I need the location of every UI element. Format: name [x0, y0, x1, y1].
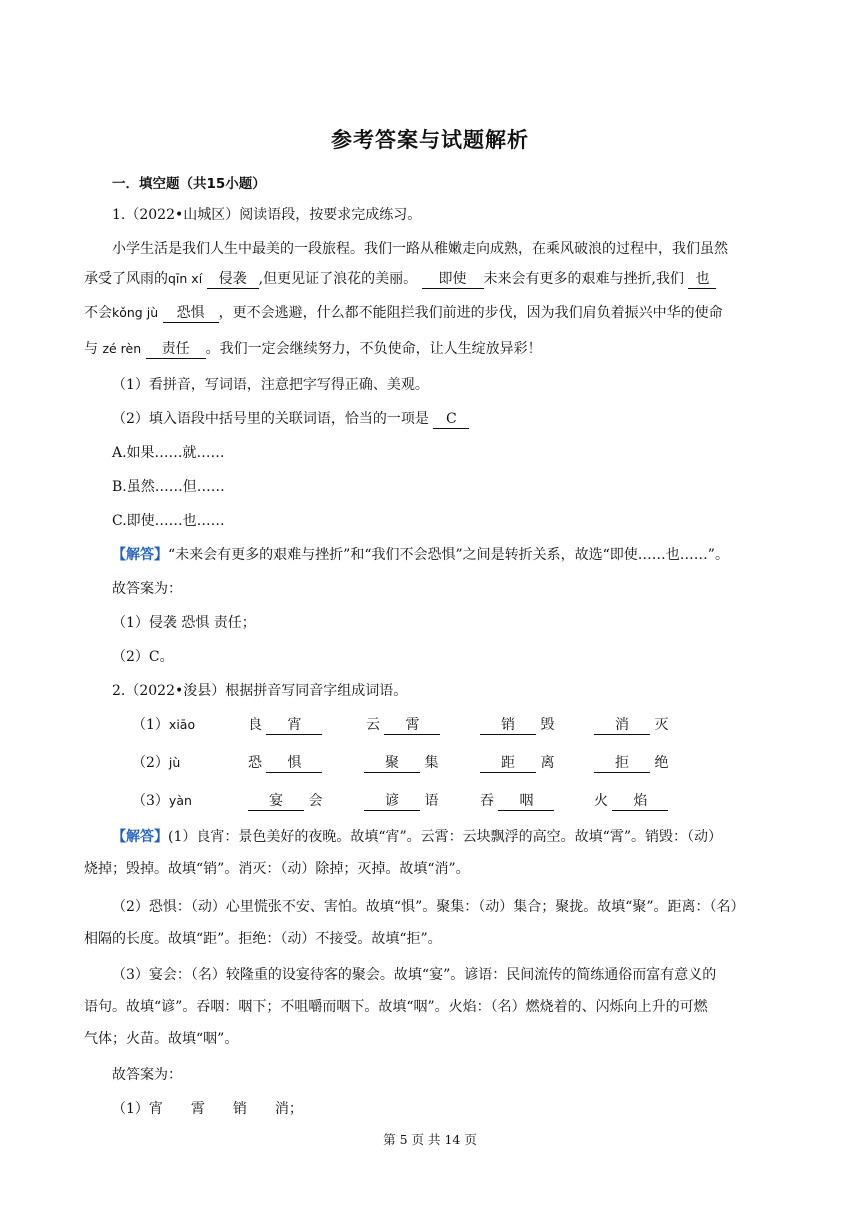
answer-blank: 焰	[612, 792, 668, 811]
answer-blank: 侵袭	[207, 270, 259, 289]
label: （3）	[132, 793, 169, 809]
char: 灭	[654, 717, 669, 733]
label: （2）	[132, 755, 169, 771]
option-c: C.即使……也……	[112, 513, 225, 529]
q2-solution-line7: 气体；火苗。故填“咽”。	[84, 1031, 239, 1047]
char: 云	[366, 717, 380, 733]
answer-blank: 消	[594, 716, 650, 735]
pinyin: jù	[168, 755, 181, 770]
pinyin: yàn	[168, 793, 192, 808]
solution-text: (1）良宵：景色美好的夜晚。故填“宵”。云霄：云块飘浮的高空。故填“霄”。销毁：（动）	[168, 829, 722, 845]
word-cell	[594, 790, 668, 811]
char: 会	[308, 793, 323, 809]
answer-blank: 责任	[146, 340, 206, 359]
q2-answer-head: 故答案为：	[112, 1067, 182, 1083]
char: 离	[540, 755, 555, 771]
word-cell	[366, 714, 440, 735]
text: ，更不会逃避，什么都不能阻拦我们前进的步伐，因为我们肩负着振兴中华的使命	[218, 305, 723, 321]
pinyin-qinxi: qīn xí	[168, 271, 203, 286]
answer-blank: 霄	[384, 716, 440, 735]
answer-blank: 聚	[364, 754, 420, 773]
row-label	[132, 714, 195, 734]
q1-answer-1: （1）侵袭 恐惧 责任；	[112, 615, 256, 631]
pinyin-kongju: kǒng jù	[112, 305, 159, 320]
word-cell	[480, 752, 554, 773]
text: 不会	[84, 305, 112, 321]
answer-blank: 距	[480, 754, 536, 773]
solution-tag: 【解答】	[112, 547, 168, 563]
char: 绝	[654, 755, 669, 771]
q2-answer-1: （1）宵 霄 销 消；	[112, 1101, 303, 1117]
answer-blank: 即使	[422, 270, 484, 289]
q1-answer-head: 故答案为：	[112, 581, 182, 597]
q2-header: 2.（2022•浚县）根据拼音写同音字组成词语。	[112, 683, 408, 699]
q1-paragraph-line1: 小学生活是我们人生中最美的一段旅程。我们一路从稚嫩走向成熟，在乘风破浪的过程中，我们虽然	[112, 241, 728, 257]
word-cell	[364, 752, 438, 773]
q1-paragraph-line4	[84, 338, 542, 359]
section-heading: 一．填空题（共15小题）	[112, 176, 266, 192]
q2-solution-line2: 烧掉；毁掉。故填“销”。消灭：（动）除掉；灭掉。故填“消”。	[84, 861, 470, 877]
text: 承受了风雨的	[84, 271, 168, 287]
word-cell	[248, 790, 322, 811]
q2-solution-line1	[112, 826, 722, 846]
char: 吞	[480, 793, 494, 809]
char: 集	[424, 755, 439, 771]
q1-sub2	[112, 408, 469, 429]
q2-solution-line4: 相隔的长度。故填“距”。拒绝：（动）不接受。故填“拒”。	[84, 931, 442, 947]
answer-blank: 恐惧	[163, 304, 219, 323]
word-cell	[248, 752, 322, 773]
answer-blank: 谚	[364, 792, 420, 811]
solution-text: “未来会有更多的艰难与挫折”和“我们不会恐惧”之间是转折关系，故选“即使……也……”。	[168, 547, 729, 563]
pinyin-zeren: zé rèn	[102, 341, 142, 356]
word-cell	[480, 790, 554, 811]
option-a: A.如果……就……	[112, 445, 225, 461]
q2-solution-line3: （2）恐惧：（动）心里慌张不安、害怕。故填“惧”。聚集：（动）集合；聚拢。故填“聚”。距离：（名）	[112, 899, 745, 915]
q1-header: 1.（2022•山城区）阅读语段，按要求完成练习。	[112, 207, 422, 223]
word-cell	[364, 790, 438, 811]
row-label	[132, 752, 180, 772]
char: 恐	[248, 755, 262, 771]
word-cell	[594, 752, 668, 773]
text: ,但更见证了浪花的美丽。	[258, 271, 418, 287]
answer-blank: 也	[688, 270, 716, 289]
text: 。我们一定会继续努力，不负使命，让人生绽放异彩！	[205, 341, 542, 357]
q1-sub1: （1）看拼音，写词语，注意把字写得正确、美观。	[112, 377, 429, 393]
text: 未来会有更多的艰难与挫折,我们	[483, 271, 684, 287]
answer-blank: 宵	[266, 716, 322, 735]
page-title: 参考答案与试题解析	[331, 128, 529, 152]
answer-blank: C	[433, 410, 469, 429]
q1-paragraph-line2	[84, 268, 716, 289]
char: 毁	[540, 717, 555, 733]
answer-blank: 宴	[248, 792, 304, 811]
answer-blank: 惧	[266, 754, 322, 773]
text: （2）填入语段中括号里的关联词语，恰当的一项是	[112, 411, 429, 427]
answer-blank: 拒	[594, 754, 650, 773]
char: 火	[594, 793, 608, 809]
answer-blank: 咽	[498, 792, 554, 811]
page-footer: 第 5 页 共 14 页	[383, 1132, 477, 1147]
q1-paragraph-line3	[84, 302, 723, 323]
word-cell	[480, 714, 554, 735]
char: 良	[248, 717, 262, 733]
q1-answer-2: （2）C。	[112, 649, 174, 665]
q2-solution-line5: （3）宴会：（名）较隆重的设宴待客的聚会。故填“宴”。谚语：民间流传的简练通俗而富有意义的	[112, 967, 717, 983]
word-cell	[248, 714, 322, 735]
option-b: B.虽然……但……	[112, 479, 225, 495]
word-cell	[594, 714, 668, 735]
text: 与	[84, 341, 98, 357]
answer-blank: 销	[480, 716, 536, 735]
pinyin: xiāo	[168, 717, 196, 732]
q2-solution-line6: 语句。故填“谚”。吞咽：咽下；不咀嚼而咽下。故填“咽”。火焰：（名）燃烧着的、闪烁向上升的可燃	[84, 999, 708, 1015]
solution-tag: 【解答】	[112, 829, 168, 845]
q1-solution	[112, 544, 729, 564]
label: （1）	[132, 717, 169, 733]
row-label	[132, 790, 192, 810]
char: 语	[424, 793, 439, 809]
